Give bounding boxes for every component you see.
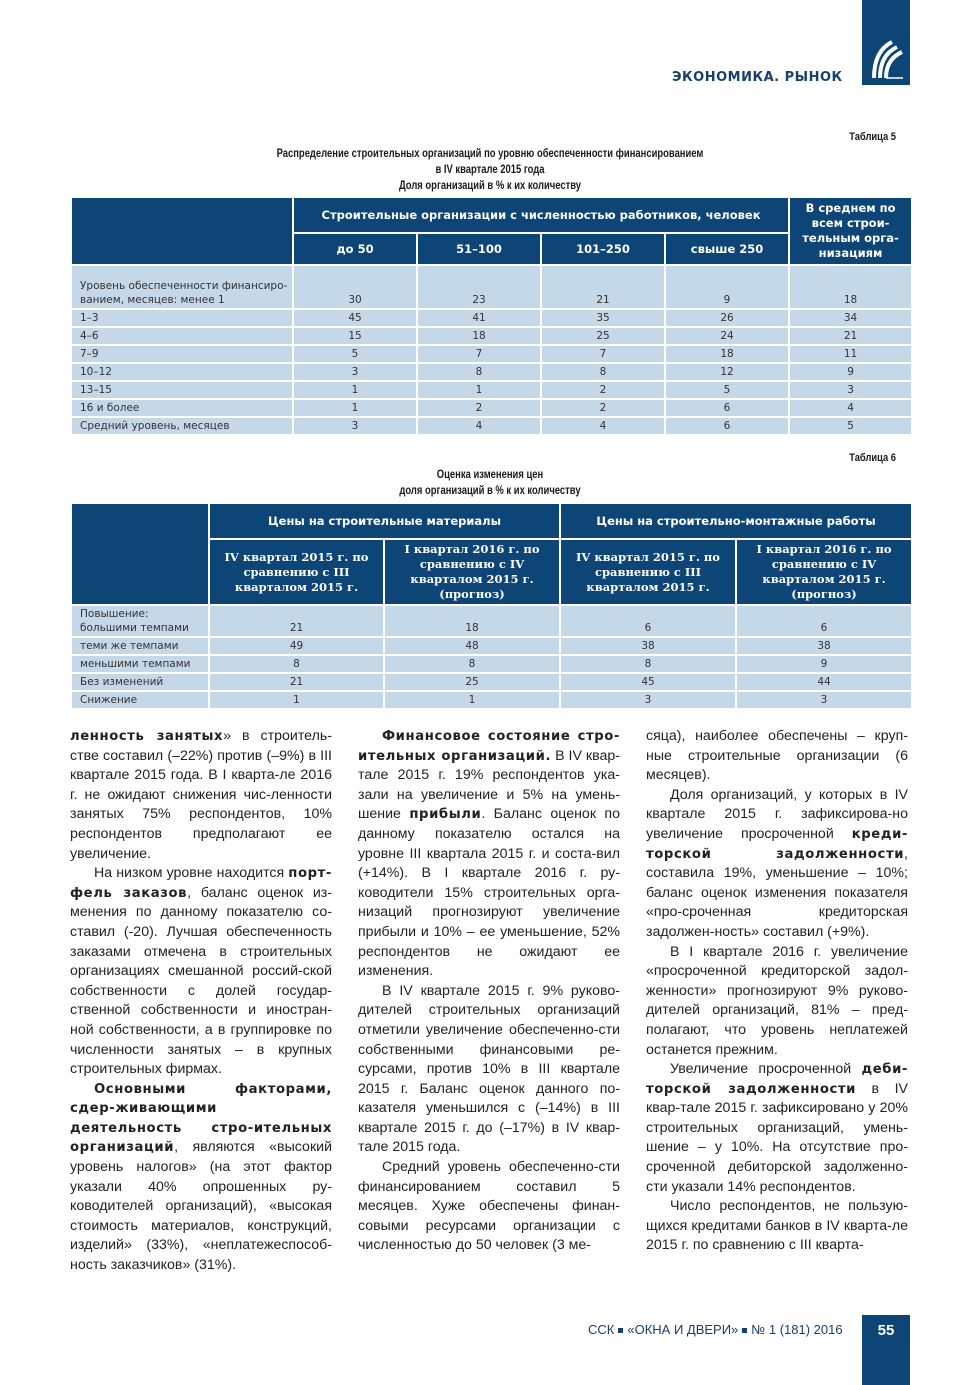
paragraph: В IV квартале 2015 г. 9% руково-дителей строительных организаций отметили увеличение обеспеченно-сти собственными финансовыми ре-сурсами, против 10% в III квартале 2015 г. Баланс оценок данного по-казателя уменьшился с (–14%) в III квартале 2015 г. до (–17%) в IV квар-тале 2015 года.	[358, 982, 620, 1156]
text: На низком уровне находится	[94, 865, 289, 882]
cell: 30	[293, 265, 417, 309]
bold-term: Основными факторами, сдер-живающими деятельность стро-ительных организаций	[70, 1081, 332, 1156]
table-row	[71, 381, 912, 399]
cell: 6	[665, 399, 789, 417]
square-bullet-icon	[742, 1328, 747, 1333]
magazine-logo-icon	[870, 38, 904, 80]
square-bullet-icon	[618, 1328, 623, 1333]
bold-term: Финансовое состояние стро-ительных организаций.	[358, 729, 620, 764]
cell: 8	[417, 363, 541, 381]
cell: 1	[293, 381, 417, 399]
table-row	[71, 417, 912, 435]
cell: 5	[789, 417, 912, 435]
paragraph	[70, 727, 332, 864]
cell: 48	[384, 637, 560, 655]
cell: 6	[665, 417, 789, 435]
text: Увеличение просроченной	[670, 1061, 862, 1078]
cell: 5	[293, 345, 417, 363]
cell: 4	[541, 417, 665, 435]
text: В IV квар-тале 2015 г. 19% респондентов ука-зали на увеличение и 5% на умень-шение	[358, 747, 620, 823]
cell: 3	[293, 417, 417, 435]
cell: 24	[665, 327, 789, 345]
cell: 3	[560, 691, 736, 709]
cell: 8	[384, 655, 560, 673]
cell: 21	[789, 327, 912, 345]
paragraph	[646, 786, 908, 943]
cell: 45	[560, 673, 736, 691]
bold-term: порт-фель заказов	[70, 866, 332, 901]
table-row	[71, 265, 912, 309]
cell: 38	[736, 637, 912, 655]
table-row	[71, 605, 912, 637]
cell: 11	[789, 345, 912, 363]
cell: 7	[541, 345, 665, 363]
cell: 34	[789, 309, 912, 327]
article-column-2	[358, 727, 620, 1256]
table5	[70, 196, 913, 436]
table6-corner-header	[71, 503, 209, 605]
paragraph	[70, 1080, 332, 1276]
paragraph: Число респондентов, не пользую-щихся кредитами банков в IV кварта-ле 2015 г. по сравнению с III кварта-	[646, 1198, 908, 1254]
paragraph	[358, 727, 620, 982]
cell: 1	[293, 399, 417, 417]
row-label: 4–6	[71, 327, 293, 345]
table6-caption-line: Оценка изменения цен	[436, 469, 544, 481]
table-row	[71, 655, 912, 673]
row-label: 7–9	[71, 345, 293, 363]
cell: 18	[789, 265, 912, 309]
text: в IV квар-тале 2015 г. зафиксировано у 20% строительных организаций, умень-шение – у 10%. На отсутствие про-сроченной дебиторской задолженно-сти указали 14% респондентов.	[646, 1080, 908, 1195]
cell: 9	[665, 265, 789, 309]
cell: 1	[384, 691, 560, 709]
cell: 21	[541, 265, 665, 309]
cell: 45	[293, 309, 417, 327]
table-row	[71, 637, 912, 655]
row-label: Повышение: большими темпами	[71, 605, 209, 637]
table5-col-header: 51–100	[417, 233, 541, 265]
table-row	[71, 363, 912, 381]
table5-col-header: свыше 250	[665, 233, 789, 265]
footer-publication	[588, 1322, 843, 1337]
magazine-logo	[862, 0, 910, 85]
row-label: 13–15	[71, 381, 293, 399]
paragraph: В I квартале 2016 г. увеличение «просроченной кредиторской задол-женности» прогнозируют 9% руково-дителей организаций, 81% – пред-полагают, что уровень неплатежей останется прежним.	[646, 943, 908, 1058]
table6-label: Таблица 6	[849, 452, 896, 464]
cell: 8	[560, 655, 736, 673]
cell: 21	[209, 673, 384, 691]
cell: 4	[417, 417, 541, 435]
cell: 8	[541, 363, 665, 381]
table6-col-header: IV квартал 2015 г. по сравнению с III кварталом 2015 г.	[209, 539, 384, 605]
table6-caption-line: доля организаций в % к их количеству	[399, 485, 581, 497]
cell: 26	[665, 309, 789, 327]
table5-col-header: до 50	[293, 233, 417, 265]
paragraph	[70, 864, 332, 1080]
table-row	[71, 673, 912, 691]
footer-part: «ОКНА И ДВЕРИ»	[627, 1322, 739, 1337]
row-label: Уровень обеспеченности финансиро-ванием, месяцев: менее 1	[71, 265, 293, 309]
section-title: ЭКОНОМИКА. РЫНОК	[672, 70, 843, 85]
row-label: меньшими темпами	[71, 655, 209, 673]
cell: 49	[209, 637, 384, 655]
table-row	[71, 399, 912, 417]
cell: 6	[736, 605, 912, 637]
row-label: 10–12	[71, 363, 293, 381]
cell: 9	[789, 363, 912, 381]
table5-col-header: 101–250	[541, 233, 665, 265]
cell: 3	[293, 363, 417, 381]
paragraph: сяца), наиболее обеспечены – круп-ные строительные организации (6 месяцев).	[646, 728, 908, 784]
table6-group-header: Цены на строительные материалы	[209, 503, 560, 539]
table6-col-header: I квартал 2016 г. по сравнению с IV кварталом 2015 г. (прогноз)	[736, 539, 912, 605]
table5-caption-line: в IV квартале 2015 года	[435, 164, 545, 176]
bold-term: креди-торской задолженности	[646, 826, 908, 862]
cell: 2	[541, 399, 665, 417]
row-label: 1–3	[71, 309, 293, 327]
table6-col-header: IV квартал 2015 г. по сравнению с III кварталом 2015 г.	[560, 539, 736, 605]
table5-caption-line: Распределение строительных организаций по уровню обеспеченности финансированием	[276, 148, 704, 160]
cell: 2	[541, 381, 665, 399]
cell: 5	[665, 381, 789, 399]
row-label: Без изменений	[71, 673, 209, 691]
cell: 44	[736, 673, 912, 691]
text: . Баланс оценок по данному показателю остался на уровне III квартала 2015 г. и соста-вил (+14%). В I квартале 2016 г. ру-ководители 15% строительных орга-низаций прогнозируют увеличение прибыли и 10% – ее уменьшение, 52% респондентов не ожидают ее изменения.	[358, 806, 620, 980]
cell: 38	[560, 637, 736, 655]
text: » в строитель-стве составил (–22%) против (–9%) в III квартале 2015 года. В I кварта-ле 2016 г. не ожидают снижения чис-ленности занятых 75% респондентов, 10% респондентов предполагают ее увеличение.	[70, 728, 332, 862]
cell: 18	[384, 605, 560, 637]
table6-caption	[70, 467, 910, 499]
row-label: Снижение	[71, 691, 209, 709]
row-label: Средний уровень, месяцев	[71, 417, 293, 435]
footer-part: ССК	[588, 1322, 615, 1337]
text: , баланс оценок из-менения по данному показателю со-ставил (-20). Лучшая обеспеченность заказами отмечена в строительных организациях смешанной россий-ской собственности с долей государ-ственной собственности и иностран-ной собственности, а в группировке по численности занятых – в крупных строительных фирмах.	[70, 884, 332, 1078]
paragraph	[646, 1060, 908, 1197]
row-label: теми же темпами	[71, 637, 209, 655]
cell: 35	[541, 309, 665, 327]
table-row	[71, 345, 912, 363]
cell: 12	[665, 363, 789, 381]
article-column-1	[70, 727, 332, 1276]
table6	[70, 502, 913, 710]
table5-label: Таблица 5	[849, 131, 896, 143]
cell: 7	[417, 345, 541, 363]
paragraph: Средний уровень обеспеченно-сти финансированием составил 5 месяцев. Хуже обеспечены финан-совыми ресурсами организации с численностью до 50 человек (3 ме-	[358, 1159, 620, 1254]
table-row	[71, 691, 912, 709]
bold-term: прибыли	[409, 807, 482, 823]
text: Доля организаций, у которых в IV квартале 2015 г. зафиксирова-но увеличение просроченной	[646, 786, 908, 842]
table6-col-header: I квартал 2016 г. по сравнению с IV кварталом 2015 г. (прогноз)	[384, 539, 560, 605]
cell: 4	[789, 399, 912, 417]
article-column-3	[646, 727, 908, 1256]
cell: 21	[209, 605, 384, 637]
table5-corner-header	[71, 197, 293, 265]
cell: 23	[417, 265, 541, 309]
table-row	[71, 327, 912, 345]
cell: 1	[209, 691, 384, 709]
cell: 18	[417, 327, 541, 345]
page-number: 55	[862, 1315, 910, 1385]
cell: 6	[560, 605, 736, 637]
cell: 9	[736, 655, 912, 673]
cell: 41	[417, 309, 541, 327]
footer-part: № 1 (181) 2016	[751, 1322, 843, 1337]
cell: 3	[789, 381, 912, 399]
bold-term: деби-торской задолженности	[646, 1062, 908, 1097]
cell: 25	[384, 673, 560, 691]
table-row	[71, 309, 912, 327]
table5-caption-line: Доля организаций в % к их количеству	[398, 180, 582, 192]
text: , составила 19%, уменьшение – 10%; баланс оценок изменения показателя «про-сроченная кредиторская задолжен-ность» составил (+9%).	[646, 845, 908, 940]
cell: 1	[417, 381, 541, 399]
table6-group-header: Цены на строительно-монтажные работы	[560, 503, 912, 539]
table5-avg-header: В среднем по всем строи-тельным орга-низациям	[789, 197, 912, 265]
cell: 15	[293, 327, 417, 345]
bold-term: ленность занятых	[70, 729, 224, 744]
text: , являются «высокий уровень налогов» (на этот фактор указали 40% опрошенных ру-ководителей организаций), «высокая стоимость материалов, конструкций, изделий» (33%), «неплатежеспособ-ность заказчиков» (31%).	[70, 1139, 332, 1274]
cell: 3	[736, 691, 912, 709]
cell: 25	[541, 327, 665, 345]
table5-caption	[70, 146, 910, 194]
cell: 8	[209, 655, 384, 673]
cell: 18	[665, 345, 789, 363]
row-label: 16 и более	[71, 399, 293, 417]
cell: 2	[417, 399, 541, 417]
table5-group-header: Строительные организации с численностью работников, человек	[293, 197, 789, 233]
